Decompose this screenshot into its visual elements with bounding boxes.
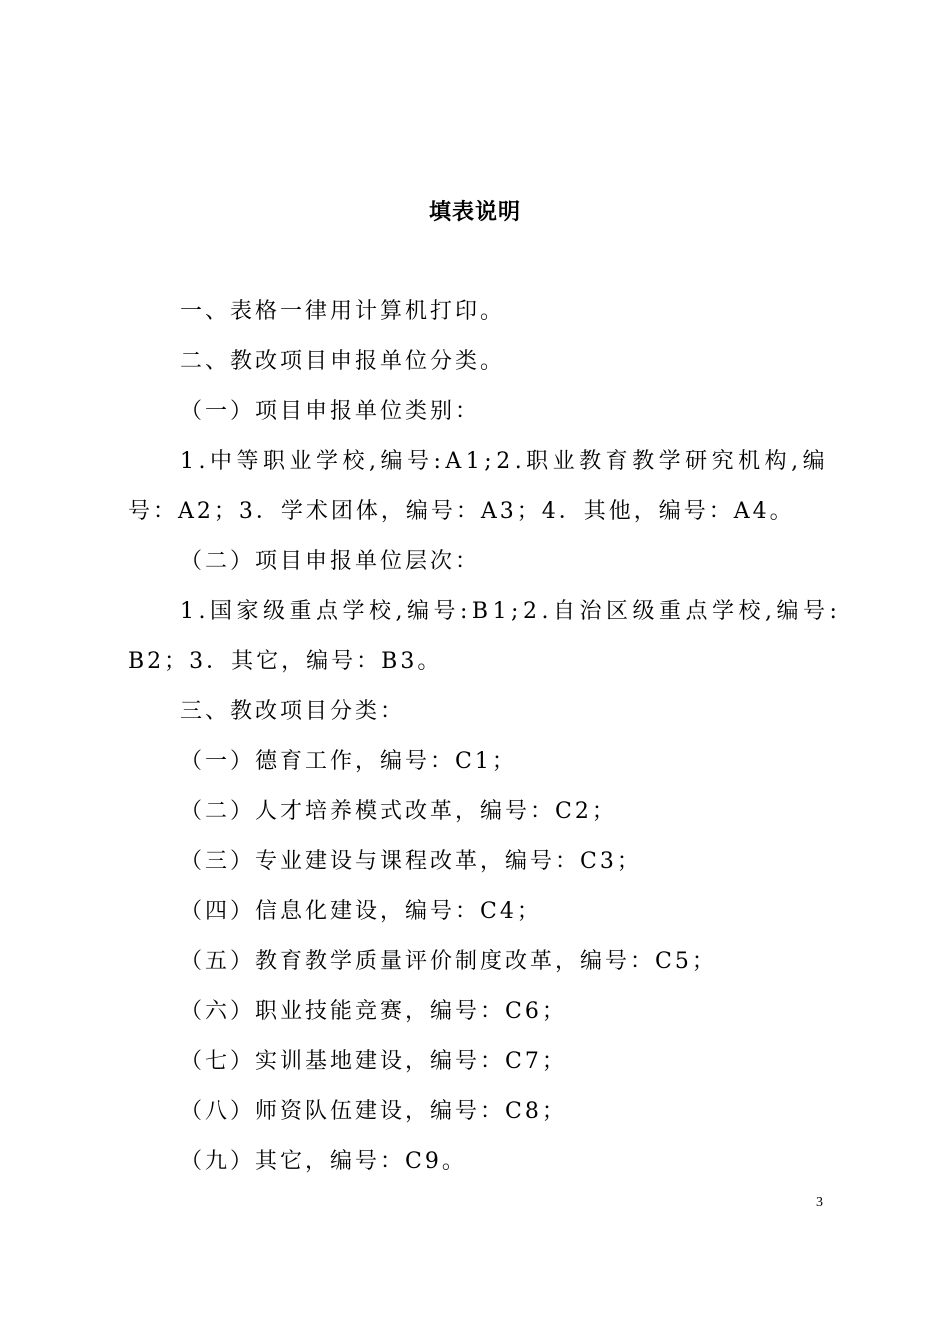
page-title: 填表说明 xyxy=(428,200,521,225)
instruction-line: （六）职业技能竞赛，编号：C6； xyxy=(180,999,567,1024)
instruction-line: 三、教改项目分类： xyxy=(180,699,406,724)
instruction-line: （二）项目申报单位层次： xyxy=(180,549,481,574)
instruction-line: 二、教改项目申报单位分类。 xyxy=(180,349,506,374)
instruction-line: （四）信息化建设，编号：C4； xyxy=(180,899,542,924)
instruction-line: （一）德育工作，编号：C1； xyxy=(180,749,517,774)
instruction-line: （九）其它，编号：C9。 xyxy=(180,1149,467,1174)
instruction-line: （一）项目申报单位类别： xyxy=(180,399,481,424)
instruction-line: （五）教育教学质量评价制度改革，编号：C5； xyxy=(180,949,717,974)
instruction-line: 号：A2；3．学术团体，编号：A3；4．其他，编号：A4。 xyxy=(128,499,795,524)
instruction-line: B2；3．其它，编号：B3。 xyxy=(128,649,443,674)
instruction-line: 一、表格一律用计算机打印。 xyxy=(180,299,506,324)
instruction-line: 1.中等职业学校,编号:A1;2.职业教育教学研究机构,编 xyxy=(180,449,830,474)
instruction-line: （七）实训基地建设，编号：C7； xyxy=(180,1049,567,1074)
instruction-line: （三）专业建设与课程改革，编号：C3； xyxy=(180,849,642,874)
instruction-line: 1.国家级重点学校,编号:B1;2.自治区级重点学校,编号: xyxy=(180,599,842,624)
page-number: 3 xyxy=(816,1195,823,1210)
instruction-line: （八）师资队伍建设，编号：C8； xyxy=(180,1099,567,1124)
instruction-line: （二）人才培养模式改革，编号：C2； xyxy=(180,799,617,824)
